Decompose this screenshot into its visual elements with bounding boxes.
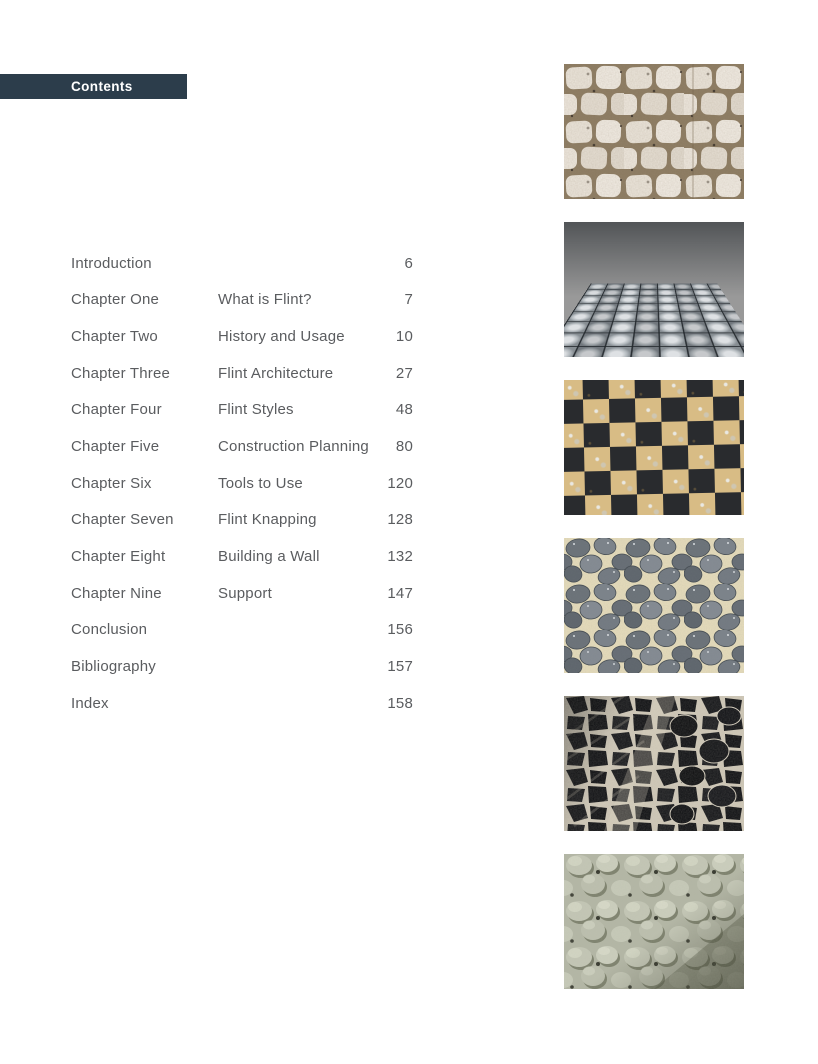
table-of-contents [71, 245, 413, 722]
toc-page-number: 10 [395, 328, 413, 346]
photo-cobbled-flint-floor [564, 222, 744, 357]
toc-chapter-title: Building a Wall [218, 548, 320, 566]
toc-chapter-label: Chapter Seven [71, 511, 174, 529]
toc-page-number: 128 [387, 511, 413, 529]
toc-chapter-title: Flint Knapping [218, 511, 317, 529]
toc-page-number: 120 [387, 474, 413, 492]
toc-page-number: 157 [387, 658, 413, 676]
page-title: Contents [71, 79, 133, 94]
toc-chapter-label: Chapter Eight [71, 548, 166, 566]
photo-flint-checkerboard [564, 380, 744, 515]
toc-chapter-label: Bibliography [71, 658, 156, 676]
toc-chapter-label: Chapter Two [71, 328, 158, 346]
toc-page-number: 6 [404, 254, 413, 272]
toc-chapter-title: Flint Styles [218, 401, 294, 419]
toc-chapter-label: Index [71, 694, 109, 712]
toc-page-number: 48 [395, 401, 413, 419]
toc-chapter-title: Construction Planning [218, 438, 369, 456]
toc-page-number: 147 [387, 584, 413, 602]
toc-chapter-label: Chapter Three [71, 364, 171, 382]
toc-chapter-title: Tools to Use [218, 474, 303, 492]
toc-page-number: 7 [404, 291, 413, 309]
toc-page-number: 27 [395, 364, 413, 382]
photo-galleted-flint-wall [564, 64, 744, 199]
photo-round-flint-pebbles [564, 538, 744, 673]
toc-chapter-label: Introduction [71, 254, 152, 272]
toc-chapter-title: Support [218, 584, 272, 602]
photo-limed-cobble-wall [564, 854, 744, 989]
toc-chapter-label: Chapter Four [71, 401, 162, 419]
toc-page-number: 80 [395, 438, 413, 456]
toc-chapter-label: Chapter Six [71, 474, 152, 492]
toc-chapter-label: Chapter Nine [71, 584, 162, 602]
toc-chapter-label: Chapter Five [71, 438, 160, 456]
photo-flint-wall-corner [564, 696, 744, 831]
toc-chapter-title: History and Usage [218, 328, 345, 346]
toc-chapter-title: Flint Architecture [218, 364, 334, 382]
cobbled-floor-shading [564, 222, 744, 357]
photo-column [564, 64, 744, 1012]
contents-header-bar [0, 74, 187, 99]
toc-chapter-label: Conclusion [71, 621, 148, 639]
toc-chapter-title: What is Flint? [218, 291, 312, 309]
checkerboard-texture [564, 380, 744, 515]
toc-page-number: 132 [387, 548, 413, 566]
toc-page-number: 158 [387, 694, 413, 712]
toc-page-number: 156 [387, 621, 413, 639]
toc-chapter-label: Chapter One [71, 291, 160, 309]
